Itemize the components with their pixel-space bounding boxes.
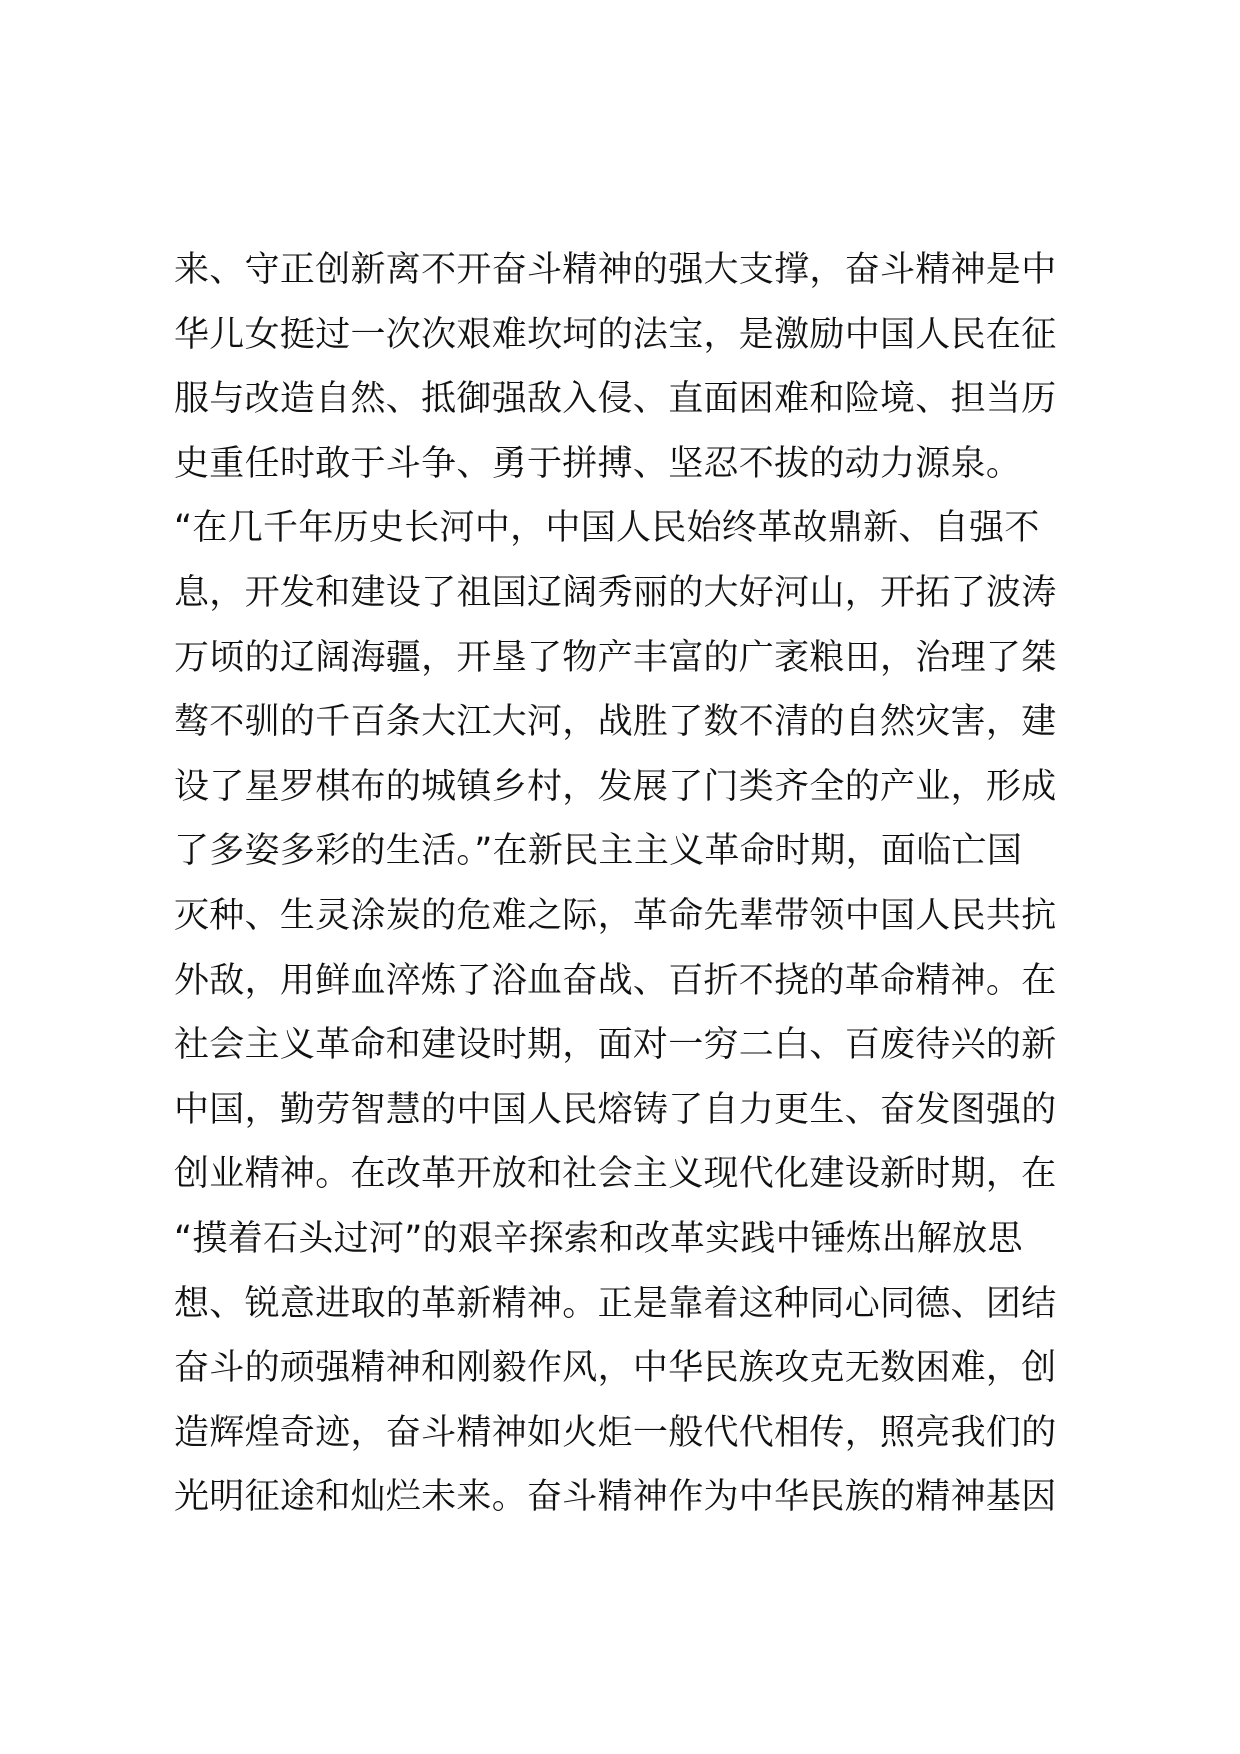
text-line: 光明征途和灿烂未来。奋斗精神作为中华民族的精神基因 bbox=[174, 1477, 1057, 1518]
text-line: 想、锐意进取的革新精神。正是靠着这种同心同德、团结 bbox=[174, 1283, 1057, 1324]
text-line: “在几千年历史长河中，中国人民始终革故鼎新、自强不 bbox=[174, 508, 1040, 549]
text-line: 骜不驯的千百条大江大河，战胜了数不清的自然灾害，建 bbox=[174, 702, 1057, 743]
text-line: 造辉煌奇迹，奋斗精神如火炬一般代代相传，照亮我们的 bbox=[174, 1412, 1057, 1453]
text-line: 社会主义革命和建设时期，面对一穷二白、百废待兴的新 bbox=[174, 1025, 1057, 1066]
text-line: 了多姿多彩的生活。”在新民主主义革命时期，面临亡国 bbox=[174, 831, 1023, 872]
text-line: 服与改造自然、抵御强敌入侵、直面困难和险境、担当历 bbox=[174, 379, 1057, 420]
text-line: 外敌，用鲜血淬炼了浴血奋战、百折不挠的革命精神。在 bbox=[174, 960, 1057, 1001]
text-line: 设了星罗棋布的城镇乡村，发展了门类齐全的产业，形成 bbox=[174, 766, 1057, 807]
text-line: 来、守正创新离不开奋斗精神的强大支撑，奋斗精神是中 bbox=[174, 250, 1057, 290]
text-line: “摸着石头过河”的艰辛探索和改革实践中锤炼出解放思 bbox=[174, 1218, 1023, 1259]
text-line: 创业精神。在改革开放和社会主义现代化建设新时期，在 bbox=[174, 1154, 1057, 1195]
text-line: 灭种、生灵涂炭的危难之际，革命先辈带领中国人民共抗 bbox=[174, 895, 1057, 936]
text-line: 中国，勤劳智慧的中国人民熔铸了自力更生、奋发图强的 bbox=[174, 1089, 1057, 1130]
text-line: 华儿女挺过一次次艰难坎坷的法宝，是激励中国人民在征 bbox=[174, 314, 1057, 355]
text-line: 万顷的辽阔海疆，开垦了物产丰富的广袤粮田，治理了桀 bbox=[174, 637, 1057, 678]
text-line: 息，开发和建设了祖国辽阔秀丽的大好河山，开拓了波涛 bbox=[174, 572, 1057, 613]
text-line: 史重任时敢于斗争、勇于拼搏、坚忍不拔的动力源泉。 bbox=[174, 443, 1022, 484]
text-line: 奋斗的顽强精神和刚毅作风，中华民族攻克无数困难，创 bbox=[174, 1348, 1057, 1389]
body-text bbox=[174, 238, 1074, 1530]
